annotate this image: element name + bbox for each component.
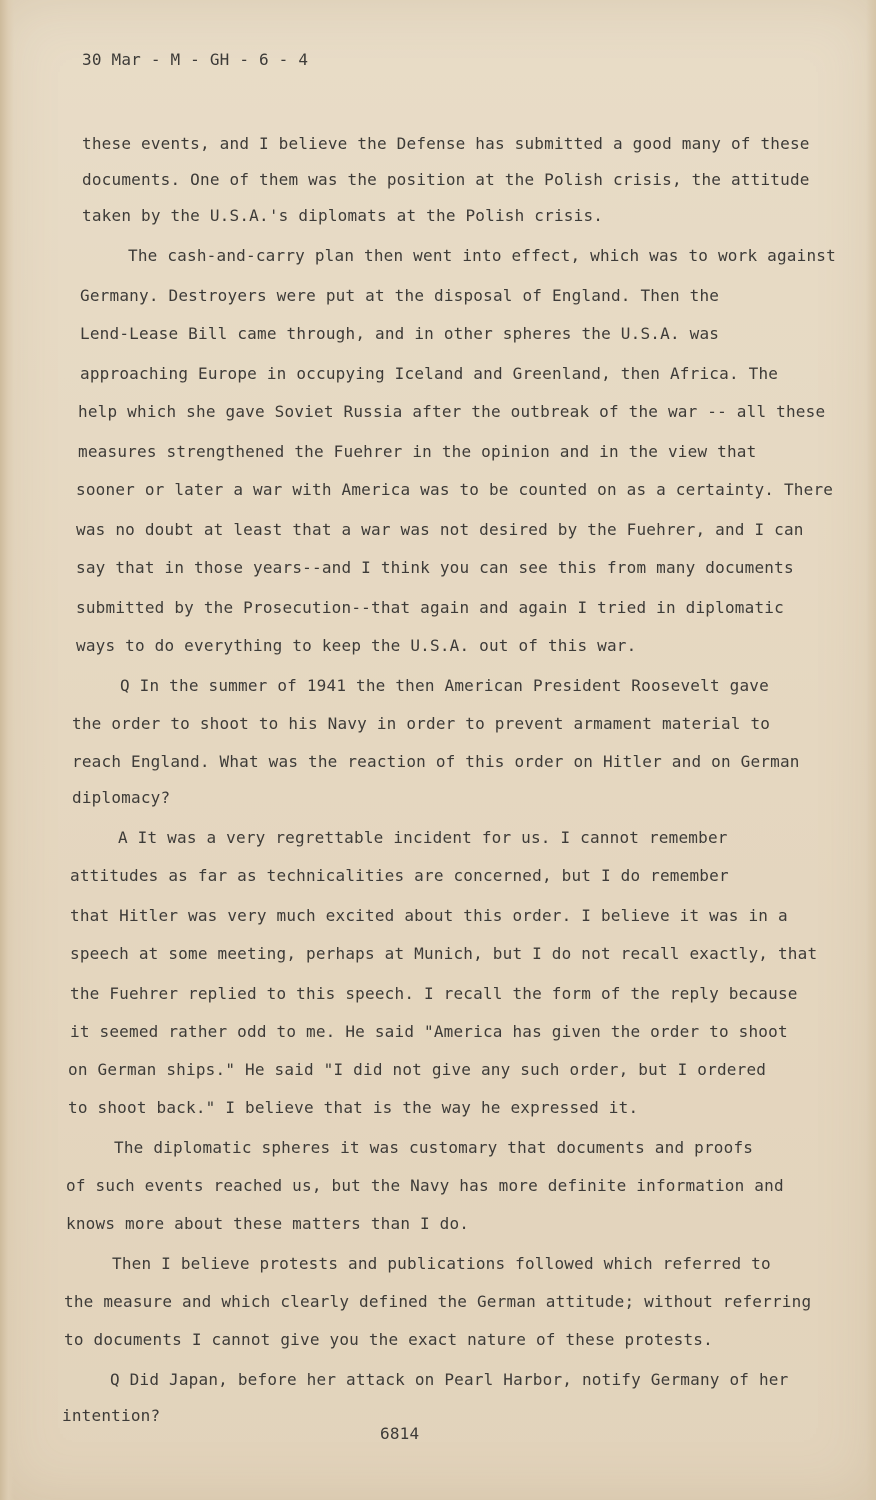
text-line: Then I believe protests and publications followed which referred to xyxy=(112,1254,771,1273)
text-line: that Hitler was very much excited about this order. I believe it was in a xyxy=(70,906,788,925)
text-line: reach England. What was the reaction of this order on Hitler and on German xyxy=(72,752,800,771)
text-line: to shoot back." I believe that is the way he expressed it. xyxy=(68,1098,639,1117)
text-line: was no doubt at least that a war was not desired by the Fuehrer, and I can xyxy=(76,520,804,539)
text-line: Lend-Lease Bill came through, and in other spheres the U.S.A. was xyxy=(80,324,720,343)
answer-line: A It was a very regrettable incident for us. I cannot remember xyxy=(118,828,728,847)
text-line: approaching Europe in occupying Iceland and Greenland, then Africa. The xyxy=(80,364,779,383)
text-line: sooner or later a war with America was to be counted on as a certainty. There xyxy=(76,480,834,499)
text-line: help which she gave Soviet Russia after the outbreak of the war -- all these xyxy=(78,402,826,421)
text-line: diplomacy? xyxy=(72,788,171,807)
text-line: speech at some meeting, perhaps at Munich, but I do not recall exactly, that xyxy=(70,944,818,963)
text-line: The diplomatic spheres it was customary that documents and proofs xyxy=(114,1138,754,1157)
text-line: on German ships." He said "I did not give any such order, but I ordered xyxy=(68,1060,767,1079)
text-line: it seemed rather odd to me. He said "America has given the order to shoot xyxy=(70,1022,788,1041)
text-line: ways to do everything to keep the U.S.A. out of this war. xyxy=(76,636,637,655)
text-line: the order to shoot to his Navy in order to prevent armament material to xyxy=(72,714,771,733)
text-line: documents. One of them was the position at the Polish crisis, the attitude xyxy=(82,170,810,189)
text-line: submitted by the Prosecution--that again and again I tried in diplomatic xyxy=(76,598,784,617)
text-line: attitudes as far as technicalities are concerned, but I do remember xyxy=(70,866,729,885)
text-line: measures strengthened the Fuehrer in the opinion and in the view that xyxy=(78,442,757,461)
text-line: Germany. Destroyers were put at the disposal of England. Then the xyxy=(80,286,720,305)
page-number: 6814 xyxy=(380,1424,420,1443)
question-line: Q In the summer of 1941 the then American President Roosevelt gave xyxy=(120,676,769,695)
text-line: The cash-and-carry plan then went into effect, which was to work against xyxy=(128,246,836,265)
text-line: intention? xyxy=(62,1406,161,1425)
text-line: the Fuehrer replied to this speech. I recall the form of the reply because xyxy=(70,984,798,1003)
text-line: knows more about these matters than I do. xyxy=(66,1214,470,1233)
text-line: of such events reached us, but the Navy has more definite information and xyxy=(66,1176,784,1195)
text-line: the measure and which clearly defined the German attitude; without referring xyxy=(64,1292,812,1311)
page-left-edge xyxy=(0,0,14,1500)
question-line: Q Did Japan, before her attack on Pearl Harbor, notify Germany of her xyxy=(110,1370,789,1389)
text-line: taken by the U.S.A.'s diplomats at the Polish crisis. xyxy=(82,206,604,225)
text-line: these events, and I believe the Defense has submitted a good many of these xyxy=(82,134,810,153)
document-reference-header: 30 Mar - M - GH - 6 - 4 xyxy=(82,50,309,69)
page-right-edge xyxy=(866,0,876,1500)
text-line: to documents I cannot give you the exact nature of these protests. xyxy=(64,1330,713,1349)
text-line: say that in those years--and I think you can see this from many documents xyxy=(76,558,794,577)
